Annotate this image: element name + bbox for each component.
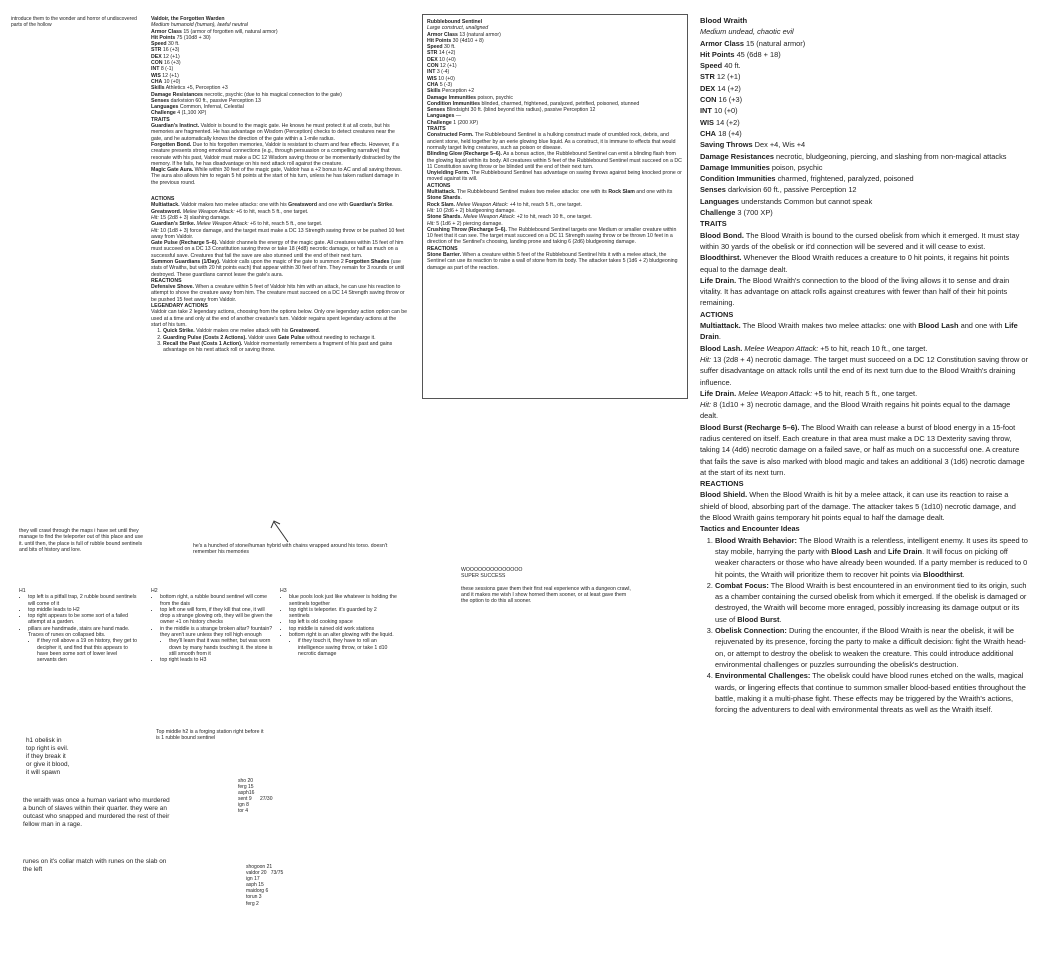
stat-line: Condition Immunities charmed, frightened, paralyzed, poisoned (700, 174, 914, 184)
stat-line: Saving Throws Dex +4, Wis +4 (700, 140, 806, 150)
hp-tally-1 (238, 778, 308, 815)
list-item: • in the middle is a strange broken altar? fountain? they aren't sure unless they roll high enough • they'll learn that it was neither, but was worn down by many hands touching it. the stone is still smooth from it (160, 626, 273, 657)
action: Life Drain. Melee Weapon Attack: +5 to hit, reach 5 ft., one target. (700, 388, 918, 398)
h1-notes (19, 588, 137, 664)
list-item: • they'll learn that it was neither, but was worn down by many hands touching it. the stone is still smooth from it (169, 638, 273, 657)
success-note-block (461, 567, 631, 604)
action: Rock Slam. Melee Weapon Attack: +4 to hit, reach 5 ft., one target. (427, 201, 583, 208)
maps-note: they will crawl through the maps i have set until they manage to find the teleporter out of this place and use it. until then, the place is full of rubble bound sentinels and bits of history and lore. (19, 528, 144, 553)
rubble-type: Large construct, unaligned (427, 25, 489, 32)
stat-line: STR 16 (+3) (151, 47, 180, 54)
action: Multiattack. The Rubblebound Sentinel makes two melee attacks: one with its Rock Slam and one with its Stone Shards. (427, 189, 673, 202)
tactic-item: 3. Obelisk Connection: During the encounter, if the Blood Wraith is near the obelisk, it will be rejuvenated by its presence, forcing the party to make a difficult decision: fight the Wraith head-on, or attempt to destroy the obelisk to weaken the creature. This could introduce additional environmental challenges or puzzles surrounding the obelisk's destruction. (715, 625, 1028, 670)
stat-line: Languages Common, Infernal, Celestial (151, 104, 244, 111)
stat-line: Senses Blindsight 30 ft. (blind beyond this radius), passive Perception 12 (427, 107, 596, 114)
trait: Blinding Glow (Recharge 5–6). As a bonus action, the Rubblebound Sentinel can emit a blinding flash from the glowing liquid within its body. All creatures within 5 feet of the Rubblebound Sentinel must succeed on a DC 11 Constitution saving throw or be blinded until the end of their next turn. (427, 151, 682, 170)
stat-line: Speed 30 ft. (427, 44, 456, 51)
list-item: • top left is a pitfall trap, 2 rubble bound sentinels will come of it (28, 594, 137, 607)
trait: Unyielding Form. The Rubblebound Sentinel has advantage on saving throws against being knocked prone or moved against its will. (427, 170, 682, 183)
list-item: • bottom right is an alter glowing with the liquid. • if they touch it, they have to roll an intelligence saving throw, or take 1 d10 necrotic damage (289, 632, 398, 657)
trait: Guardian's Instinct. Valdoir is bound to the magic gate. He knows he must protect it at all costs, but his memories are fragmented. He has advantage on Wisdom (Perception) checks to detect creatures near the gate, and he automatically knows the direction of the gate within a 1-mile radius. (151, 123, 395, 142)
stat-line: INT 3 (-4) (427, 69, 450, 76)
trait: Constructed Form. The Rubblebound Sentinel is a hulking construct made of crumbled rock, debris, and ancient stone, held together by an eerie glowing blue liquid. As a construct, it is immune to effects that would normally target living creatures, such as poison or disease. (427, 132, 676, 151)
rubble-name: Rubblebound Sentinel (427, 19, 483, 25)
trait: Blood Bond. The Blood Wraith is bound to the cursed obelisk from which it emerged. It must stay within 30 yards of the obelisk or it'd connection will be severed and it will cease to exist. (700, 230, 1020, 251)
stat-line: INT 8 (-1) (151, 66, 174, 73)
action-hit: Hit: 15 (2d8 + 3) slashing damage. (151, 214, 231, 221)
h2-title: H2 (151, 588, 158, 594)
action: Greatsword. Melee Weapon Attack: +6 to hit, reach 5 ft., one target. (151, 208, 309, 215)
h3-list (280, 594, 398, 657)
h3-notes (280, 588, 398, 657)
forging-note: Top middle h2 is a forging station right before it is 1 rubble bound sentinel (156, 729, 264, 742)
action: Multiattack. The Blood Wraith makes two melee attacks: one with Blood Lash and one with Life Drain. (700, 321, 1018, 342)
stat-line: CON 16 (+3) (700, 95, 743, 105)
legendary-item: 2. Guarding Pulse (Costs 2 Actions). Valdoir uses Gate Pulse without needing to recharge it. (163, 335, 407, 341)
list-item: • top right leads to H3 (160, 657, 273, 663)
list-item: • blue pools look just like whatever is holding the sentinels together (289, 594, 398, 607)
list-item: • if they roll above a 19 on history, they get to decipher it, and find that this appears to have been some sort of lower level servants den (37, 638, 137, 663)
list-item: • top middle leads to H2 (28, 607, 137, 613)
stat-line: Hit Points 30 (4d10 + 8) (427, 37, 484, 44)
stat-line: Senses darkvision 60 ft., passive Perception 13 (151, 97, 261, 104)
blood-wraith-statblock (700, 15, 1028, 715)
stat-line: Speed 40 ft. (700, 61, 741, 71)
h2-list (151, 594, 273, 663)
tactic-item: 2. Combat Focus: The Blood Wraith is best encountered in an environment tied to its origin, such as a chamber containing the cursed obelisk from which it emerged. If the obelisk is damaged or destroyed, the Wraith will become more enraged, possibly increasing its damage output or its use of Blood Burst. (715, 580, 1028, 625)
legendary-item: 1. Quick Strike. Valdoir makes one melee attack with his Greatsword. (163, 328, 407, 334)
traits-heading: TRAITS (700, 219, 727, 229)
tally-row: ferg 15 (238, 784, 254, 791)
stat-line: Damage Immunities poison, psychic (700, 162, 823, 172)
stat-line: Senses darkvision 60 ft., passive Perception 12 (700, 185, 857, 195)
stat-line: Skills Athletics +5, Perception +3 (151, 85, 228, 92)
stat-line: DEX 14 (+2) (700, 83, 741, 93)
stat-line: CON 16 (+3) (151, 60, 181, 67)
stat-line: WIS 12 (+1) (151, 72, 179, 79)
wraith-type: Medium undead, chaotic evil (700, 27, 794, 37)
tally-row: ign 17 (246, 876, 260, 883)
tally-row: sho 20 (238, 778, 254, 784)
actions-heading: ACTIONS (427, 182, 451, 189)
stat-line: Armor Class 15 (natural armor) (700, 38, 806, 48)
traits-heading: TRAITS (427, 126, 446, 133)
stat-line: Hit Points 45 (6d8 + 18) (700, 49, 781, 59)
tally-row: sent 9 27/30 (238, 796, 273, 803)
list-item: • top left one will form, if they kill that one, it will drop a strange glowing orb, they will be given the owner +1 on history checks (160, 607, 273, 626)
action: Summon Guardians (1/Day). Valdoir calls upon the magic of the gate to summon 2 Forgotten Shades (use stats of Wraiths, but with 20 hit points each) that appear within 30 feet of him. They remain for 3 rounds or until destroyed. These guardians cannot leave the gate's aura. (151, 258, 405, 278)
action: Stone Shards. Melee Weapon Attack: +2 to hit, reach 10 ft., one target. (427, 214, 592, 221)
runes-note: runes on it's collar match with runes on the slab on the left (23, 858, 167, 873)
tactic-item: 4. Environmental Challenges: The obelisk could have blood runes etched on the walls, magical wards, or lingering effects that continue to summon smaller blood-based entities throughout the battle, making it a multi-phase fight. These effects may be triggered by the Wraith's actions, forcing the adventurers to deal with environmental threats as well as the Wraith itself. (715, 670, 1028, 715)
action: Multiattack. Valdoir makes two melee attacks: one with his Greatsword and one with Guardian's Strike. (151, 202, 394, 209)
tally-row: ign 8 (238, 802, 249, 809)
list-item: • top right is teleporter. it's guarded by 2 sentinels (289, 607, 398, 620)
stat-line: Challenge 1 (200 XP) (427, 119, 479, 126)
h1-title: H1 (19, 588, 26, 594)
action-hit: Hit: 5 (1d6 + 2) piercing damage. (427, 220, 503, 227)
tally-row: asph16 (238, 790, 255, 797)
stat-line: CON 12 (+1) (427, 63, 457, 70)
hp-tally-2 (246, 864, 326, 907)
stat-line: Languages understands Common but cannot speak (700, 196, 873, 206)
legendary-item: 3. Recall the Past (Costs 1 Action). Valdoir momentarily remembers a fragment of his past and gains advantage on his next attack roll or saving throw. (163, 341, 407, 354)
reaction: Defensive Shove. When a creature within 5 feet of Valdoir hits him with an attack, he can use his reaction to attempt to shove the creature away from him. The creature must succeed on a DC 14 Strength saving throw or be pushed 15 feet away from Valdoir. (151, 284, 405, 303)
stat-line: CHA 18 (+4) (700, 128, 742, 138)
tally-row: tor 4 (238, 808, 249, 815)
tally-row: ferg 2 (246, 900, 259, 907)
legendary-heading: LEGENDARY ACTIONS (151, 303, 208, 310)
valdoir-type: Medium humanoid (human), lawful neutral (151, 22, 248, 29)
action-hit: Hit: 8 (1d10 + 3) necrotic damage, and the Blood Wraith regains hit points equal to the damage dealt. (700, 400, 1011, 421)
stat-line: STR 12 (+1) (700, 72, 741, 82)
stat-line: Challenge 4 (1,100 XP) (151, 110, 207, 117)
tactic-item: 1. Blood Wraith Behavior: The Blood Wraith is a relentless, intelligent enemy. It uses its speed to stay mobile, harrying the party with Blood Lash and Life Drain. It will focus on picking off weaker characters or those who have already been wounded. If a party member is reduced to 0 hit points, the Wraith will prioritize them to recover hit points via Bloodthirst. (715, 535, 1028, 580)
stat-line: Armor Class 13 (natural armor) (427, 31, 501, 38)
intro-note: introduce them to the wonder and horror of undiscovered parts of the hollow (11, 16, 137, 29)
list-item: • pillars are handmade, stairs are hand made. Traces of runes on collapsed bits. • if they roll above a 19 on history, they get to decipher it, and find that this appears to have been some sort of lower level servants den (28, 626, 137, 664)
h2-notes (151, 588, 273, 664)
stat-line: Condition Immunities blinded, charmed, frightened, paralyzed, petrified, poisoned, stunned (427, 100, 640, 107)
stat-line: DEX 12 (+1) (151, 53, 180, 60)
wraith-name: Blood Wraith (700, 16, 748, 25)
stat-line: CHA 5 (-3) (427, 81, 453, 88)
tally-row: maidorg 6 (246, 888, 269, 895)
tactics-list (700, 535, 1028, 716)
tally-row: torun 3 (246, 894, 262, 901)
trait: Life Drain. The Blood Wraith's connection to the blood of the living allows it to sense and drain vitality. It has advantage on attack rolls against creatures with fewer than half of their hit points remaining. (700, 275, 1010, 308)
arrow-icon (268, 518, 292, 544)
tally-row: valdor 20 73/75 (246, 870, 284, 877)
stat-line: DEX 10 (+0) (427, 56, 456, 63)
valdoir-name: Valdoir, the Forgotten Warden (151, 16, 225, 22)
stat-line: Damage Resistances necrotic, psychic (due to his magical connection to the gate) (151, 91, 342, 98)
valdoir-statblock (151, 16, 407, 353)
tally-row: asph 15 (246, 882, 264, 889)
action: Crushing Throw (Recharge 5–6). The Rubblebound Sentinel targets one Medium or smaller creature within 10 feet that it can see. The target must succeed on a DC 11 Strength saving throw or be thrown 10 feet in a direction of the Sentinel's choosing, landing prone and taking 6 (2d6) bludgeoning damage. (427, 226, 677, 246)
stat-line: WIS 14 (+2) (700, 117, 740, 127)
success-note: these sessions gave them their first real experience with a dungeon crawl, and it makes me wish I show horned them sooner, or at least gave them the option to do this all sooner. (461, 585, 631, 605)
action-hit: Hit: 10 (2d6 + 2) bludgeoning damage. (427, 207, 516, 214)
legendary-list (151, 328, 407, 353)
action-hit: Hit: 10 (1d8 + 3) force damage, and the target must make a DC 13 Strength saving throw or be pushed 10 feet away from Valdoir. (151, 227, 405, 240)
trait: Forgotten Bond. Due to his forgotten memories, Valdoir is resistant to charm and fear effects. However, if a creature presents strong emotional connections (e.g., through persuasion or a compelling narrative) that resonate with his past, Valdoir must make a DC 12 Wisdom saving throw or be momentarily distracted by the memory. If he fails, he has disadvantage on his next attack roll against the creature. (151, 141, 401, 167)
trait: Bloodthirst. Whenever the Blood Wraith reduces a creature to 0 hit points, it regains hit points equal to the damage dealt. (700, 253, 1010, 274)
action: Blood Burst (Recharge 5–6). The Blood Wraith can release a burst of blood energy in a 15-foot radius centered on itself. Each creature in that area must make a DC 13 Dexterity saving throw, taking 14 (4d6) necrotic damage on a failed save, or half as much on a successful one. A creature that fails the save is also marked with blood magic and takes an additional 3 (1d6) necrotic damage at the start of its next turn. (700, 422, 1025, 477)
reactions-heading: REACTIONS (427, 245, 458, 252)
list-item: • bottom right, a rubble bound sentinel will come from the dais (160, 594, 273, 607)
reactions-heading: REACTIONS (151, 277, 182, 284)
stat-line: WIS 10 (+0) (427, 75, 455, 82)
tally-row: shogoon 21 (246, 864, 273, 870)
h3-title: H3 (280, 588, 287, 594)
actions-heading: ACTIONS (700, 309, 734, 319)
stat-line: Damage Resistances necrotic, bludgeoning, piercing, and slashing from non-magical attacks (700, 151, 1007, 161)
action-hit: Hit: 13 (2d8 + 4) necrotic damage. The target must succeed on a DC 12 Constitution saving throw or suffer disadvantage on attack rolls until the end of its next turn due to the Blood Wraith's draining influence. (700, 354, 1028, 387)
trait: Magic Gate Aura. While within 30 feet of the magic gate, Valdoir has a +2 bonus to AC and all saving throws. The aura also allows him to regain 5 hit points at the start of his turn, unless he has taken radiant damage in the previous round. (151, 167, 403, 186)
list-item: • top left is old cooking space (289, 619, 398, 625)
stat-line: INT 10 (+0) (700, 106, 738, 116)
stat-line: Skills Perception +2 (427, 88, 475, 95)
list-item: • if they touch it, they have to roll an intelligence saving throw, or take 1 d10 necrotic damage (298, 638, 398, 657)
action: Guardian's Strike. Melee Weapon Attack: +6 to hit, reach 5 ft., one target. (151, 221, 323, 228)
reactions-heading: REACTIONS (700, 479, 744, 489)
stat-line: CHA 10 (+0) (151, 78, 181, 85)
success-title: WOOOOOOOOOOOOOO (461, 567, 523, 573)
reaction: Stone Barrier. When a creature within 5 feet of the Rubblebound Sentinel hits it with a melee attack, the Sentinel can use its reaction to raise a wall of stone from its body. The attacker takes 5 (1d6 + 2) bludgeoning damage as part of the reaction. (427, 251, 678, 271)
stat-line: Armor Class 15 (armor of forgotten will, natural armor) (151, 28, 278, 35)
action: Blood Lash. Melee Weapon Attack: +5 to hit, reach 10 ft., one target. (700, 343, 928, 353)
obelisk-note: h1 obelisk in top right is evil. if they break it or give it blood, it will spawn (26, 737, 70, 776)
stat-line: STR 14 (+2) (427, 50, 456, 57)
success-subtitle: SUPER SUCCESS (461, 573, 506, 580)
wraith-origin-note: the wraith was once a human variant who murdered a bunch of slaves within their quarter. they were an outcast who snapped and murdered the rest of their fellow man in a rage. (23, 797, 170, 828)
list-item: • top right appears to be some sort of a failed attempt at a garden. (28, 613, 137, 626)
rubblebound-statblock (422, 14, 688, 399)
actions-heading: ACTIONS (151, 196, 175, 203)
stat-line: Languages — (427, 113, 462, 120)
stat-line: Damage Immunities poison, psychic (427, 94, 513, 101)
legendary-intro: Valdoir can take 2 legendary actions, choosing from the options below. Only one legendary action option can be used at a time and only at the end of another creature's turn. Valdoir regains spent legendary actions at the start of his turn. (151, 309, 407, 328)
list-item: • top middle is ruined old work stations (289, 626, 398, 632)
tactics-heading: Tactics and Encounter Ideas (700, 524, 800, 534)
stat-line: Speed 30 ft. (151, 41, 180, 48)
action: Gate Pulse (Recharge 5–6). Valdoir channels the energy of the magic gate. All creatures within 15 feet of him must succeed on a DC 13 Constitution saving throw or take 18 (4d8) necrotic damage, or half as much on a successful save. Creatures that fail the save are also stunned until the end of their next turn. (151, 240, 404, 259)
stat-line: Challenge 3 (700 XP) (700, 208, 773, 218)
hybrid-note: he's a hunched of stone/human hybrid with chains wrapped around his torso. doesn't remember his memories (193, 543, 388, 556)
h1-list (19, 594, 137, 663)
traits-heading: TRAITS (151, 116, 170, 123)
reaction: Blood Shield. When the Blood Wraith is hit by a melee attack, it can use its reaction to raise a shield of blood, absorbing part of the damage. The attacker takes 5 (1d10) necrotic damage, and the Blood Wraith gains temporary hit points equal to half the damage dealt. (700, 490, 1016, 523)
stat-line: Hit Points 75 (10d8 + 30) (151, 34, 211, 41)
